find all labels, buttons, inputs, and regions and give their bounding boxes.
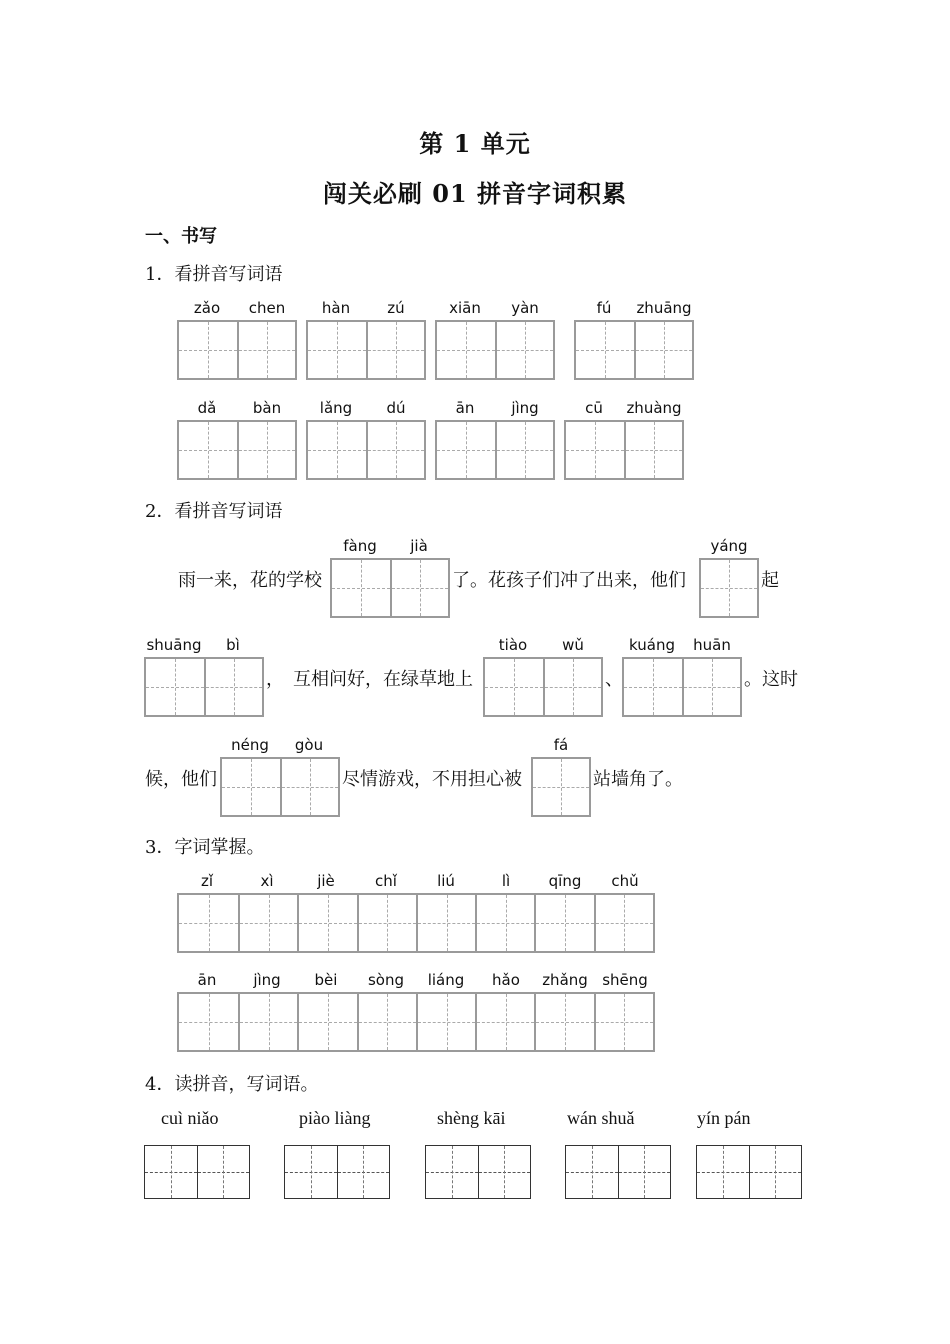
pinyin: wán shuǎ (567, 1108, 635, 1128)
question-4-label: 4．读拼音，写词语。 (145, 1074, 319, 1095)
pinyin: shuāng (146, 636, 202, 654)
pinyin: wǔ (562, 636, 584, 654)
writing-grid[interactable] (177, 320, 297, 380)
writing-grid[interactable] (177, 420, 297, 480)
pinyin: zú (387, 299, 405, 317)
pinyin: kuáng (629, 636, 675, 654)
pinyin: chen (248, 299, 286, 317)
pinyin: liú (437, 872, 455, 890)
pinyin: jiè (317, 872, 335, 890)
pinyin: chǔ (611, 872, 639, 890)
unit-title: 第 1 单元 (419, 129, 531, 158)
sentence-text: ， 互相问好，在绿草地上 (266, 669, 473, 690)
pinyin: zhuāng (636, 299, 692, 317)
pinyin: lǎng (319, 399, 353, 417)
writing-grid[interactable] (144, 657, 264, 717)
writing-grid[interactable] (306, 320, 426, 380)
pinyin: néng (231, 736, 269, 754)
sentence-text: 雨一来，花的学校 (178, 570, 322, 591)
pinyin: cuì niǎo (161, 1108, 219, 1128)
pinyin: yáng (710, 537, 748, 555)
pinyin: zhǎng (542, 971, 588, 989)
pinyin: shèng kāi (437, 1108, 506, 1128)
question-1-label: 1．看拼音写词语 (145, 264, 283, 285)
pinyin: gòu (294, 736, 324, 754)
pinyin: ān (197, 971, 217, 989)
writing-grid[interactable] (564, 420, 684, 480)
writing-grid[interactable] (699, 558, 759, 618)
writing-grid[interactable] (425, 1145, 531, 1199)
writing-grid[interactable] (330, 558, 450, 618)
pinyin: sòng (367, 971, 405, 989)
pinyin: jià (410, 537, 428, 555)
pinyin: zǎo (193, 299, 221, 317)
pinyin: jìng (511, 399, 539, 417)
pinyin: zhuàng (626, 399, 682, 417)
pinyin: cū (585, 399, 603, 417)
question-3-label: 3．字词掌握。 (145, 837, 265, 858)
sentence-text: 了。花孩子们冲了出来，他们 (452, 570, 686, 591)
pinyin: dú (386, 399, 406, 417)
pinyin: bàn (252, 399, 282, 417)
writing-grid[interactable] (220, 757, 340, 817)
writing-grid[interactable] (306, 420, 426, 480)
writing-grid[interactable] (565, 1145, 671, 1199)
pinyin: jìng (253, 971, 281, 989)
writing-grid[interactable] (531, 757, 591, 817)
pinyin: fàng (343, 537, 377, 555)
sentence-text: 候，他们 (145, 769, 217, 790)
writing-grid[interactable] (435, 420, 555, 480)
sentence-text: 起 (761, 570, 779, 591)
page-title: 闯关必刷 01 拼音字词积累 (322, 179, 628, 208)
pinyin: hǎo (492, 971, 520, 989)
pinyin: qīng (548, 872, 582, 890)
sentence-text: 尽情游戏，不用担心被 (342, 769, 522, 790)
writing-grid[interactable] (177, 992, 655, 1052)
pinyin: xiān (449, 299, 481, 317)
pinyin: yín pán (697, 1108, 751, 1128)
pinyin: huān (693, 636, 731, 654)
pinyin: chǐ (375, 872, 397, 890)
pinyin: liáng (427, 971, 465, 989)
writing-grid[interactable] (435, 320, 555, 380)
pinyin: lì (501, 872, 511, 890)
writing-grid[interactable] (622, 657, 742, 717)
pinyin: xì (260, 872, 274, 890)
pinyin: ān (455, 399, 475, 417)
writing-grid[interactable] (696, 1145, 802, 1199)
sentence-text: 。这时 (744, 669, 798, 690)
pinyin: shēng (602, 971, 648, 989)
pinyin: bèi (314, 971, 338, 989)
pinyin: bì (226, 636, 240, 654)
writing-grid[interactable] (483, 657, 603, 717)
writing-grid[interactable] (144, 1145, 250, 1199)
pinyin: fá (553, 736, 569, 754)
pinyin: tiào (498, 636, 528, 654)
section-heading: 一、书写 (145, 226, 217, 247)
pinyin: piào liàng (299, 1108, 371, 1128)
writing-grid[interactable] (574, 320, 694, 380)
question-2-label: 2．看拼音写词语 (145, 501, 283, 522)
pinyin: zǐ (200, 872, 214, 890)
pinyin: hàn (321, 299, 351, 317)
pinyin: dǎ (197, 399, 217, 417)
sentence-text: 、 (605, 669, 623, 690)
writing-grid[interactable] (177, 893, 655, 953)
sentence-text: 站墙角了。 (593, 769, 683, 790)
pinyin: yàn (511, 299, 539, 317)
writing-grid[interactable] (284, 1145, 390, 1199)
pinyin: fú (596, 299, 612, 317)
